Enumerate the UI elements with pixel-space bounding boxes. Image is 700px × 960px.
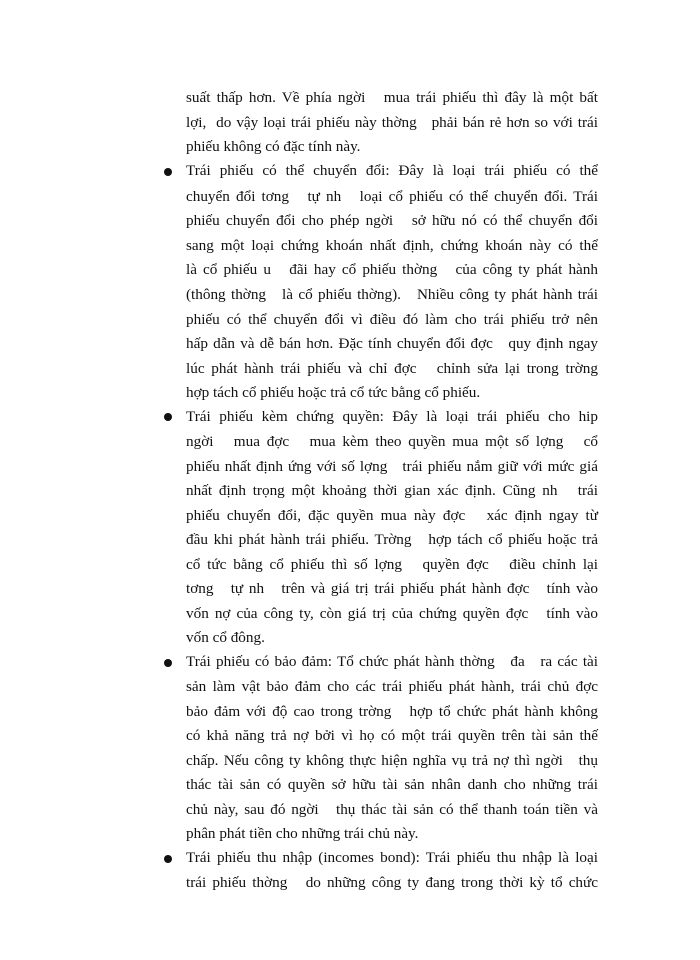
paragraph-line: bảo đảm với độ cao trong trờng hợp tổ chức phát hành không [186, 703, 598, 720]
paragraph-line: Trái phiếu có bảo đảm: Tổ chức phát hành thờng đa ra các tài [186, 653, 598, 670]
paragraph-line: tơng tự nh trên và giá trị trái phiếu phát hành đợc tính vào [186, 580, 598, 597]
paragraph-line: lúc phát hành trái phiếu và chỉ đợc chỉnh sửa lại trong trờng [186, 360, 598, 377]
paragraph-line: suất thấp hơn. Về phía ngời mua trái phiếu thì đây là một bất [186, 89, 598, 106]
paragraph-line: là cổ phiếu u đãi hay cổ phiếu thờng của công ty phát hành [186, 261, 598, 278]
paragraph-line: chuyển đổi tơng tự nh loại cổ phiếu có thể chuyển đổi. Trái [186, 188, 598, 205]
paragraph-line: Trái phiếu kèm chứng quyền: Đây là loại trái phiếu cho hip [186, 408, 598, 425]
bullet-icon [164, 413, 172, 421]
paragraph-line: nhất định trọng một khoảng thời gian xác định. Cũng nh trái [186, 482, 598, 499]
paragraph-line: chủ này, sau đó ngời thụ thác tài sản có thể thanh toán tiền và [186, 801, 598, 818]
paragraph-line: (thông thờng là cổ phiếu thờng). Nhiều công ty phát hành trái [186, 286, 598, 303]
paragraph-line: chấp. Nếu công ty không thực hiện nghĩa vụ trả nợ thì ngời thụ [186, 752, 598, 769]
paragraph-line: có khả năng trả nợ bởi vì họ có một trái quyền trên tài sản thế [186, 727, 598, 744]
paragraph-line: Trái phiếu có thể chuyển đổi: Đây là loại trái phiếu có thể [186, 162, 598, 179]
paragraph-line: thác tài sản có quyền sở hữu tài sản nhân danh cho những trái [186, 776, 598, 793]
paragraph-line: trái phiếu thờng do những công ty đang trong thời kỳ tổ chức [186, 874, 598, 891]
paragraph-line: vốn nợ của công ty, còn giá trị của chứng quyền đợc tính vào [186, 605, 598, 622]
paragraph-line: phiếu nhất định ứng với số lợng trái phiếu nắm giữ với mức giá [186, 458, 598, 475]
paragraph-line: sản làm vật bảo đảm cho các trái phiếu phát hành, trái chủ đợc [186, 678, 598, 695]
bullet-icon [164, 168, 172, 176]
paragraph-line: sang một loại chứng khoán nhất định, chứng khoán này có thể [186, 237, 598, 254]
bullet-icon [164, 659, 172, 667]
paragraph-line: cổ tức bằng cổ phiếu thì số lợng quyền đợc điều chỉnh lại [186, 556, 598, 573]
paragraph-line: phiếu có thể chuyển đổi vì điều đó làm cho trái phiếu trở nên [186, 311, 598, 328]
paragraph-line: Trái phiếu thu nhập (incomes bond): Trái phiếu thu nhập là loại [186, 849, 598, 866]
paragraph-line: hấp dẫn và dễ bán hơn. Đặc tính chuyển đổi đợc quy định ngay [186, 335, 598, 352]
paragraph-line: hợp tách cổ phiếu hoặc trả cổ tức bằng cổ phiếu. [186, 384, 481, 401]
paragraph-line: phiếu không có đặc tính này. [186, 138, 361, 155]
paragraph-line: ngời mua đợc mua kèm theo quyền mua một số lợng cổ [186, 433, 598, 450]
paragraph-line: phiếu chuyển đổi, đặc quyền mua này đợc xác định ngay từ [186, 507, 598, 524]
bullet-icon [164, 855, 172, 863]
paragraph-line: lợi, do vậy loại trái phiếu này thờng phải bán rẻ hơn so với trái [186, 114, 598, 131]
paragraph-line: phân phát tiền cho những trái chủ này. [186, 825, 419, 842]
paragraph-line: đầu khi phát hành trái phiếu. Trờng hợp tách cổ phiếu hoặc trả [186, 531, 598, 548]
paragraph-line: phiếu chuyển đổi cho phép ngời sở hữu nó có thể chuyển đổi [186, 212, 598, 229]
paragraph-line: vốn cổ đông. [186, 629, 265, 646]
